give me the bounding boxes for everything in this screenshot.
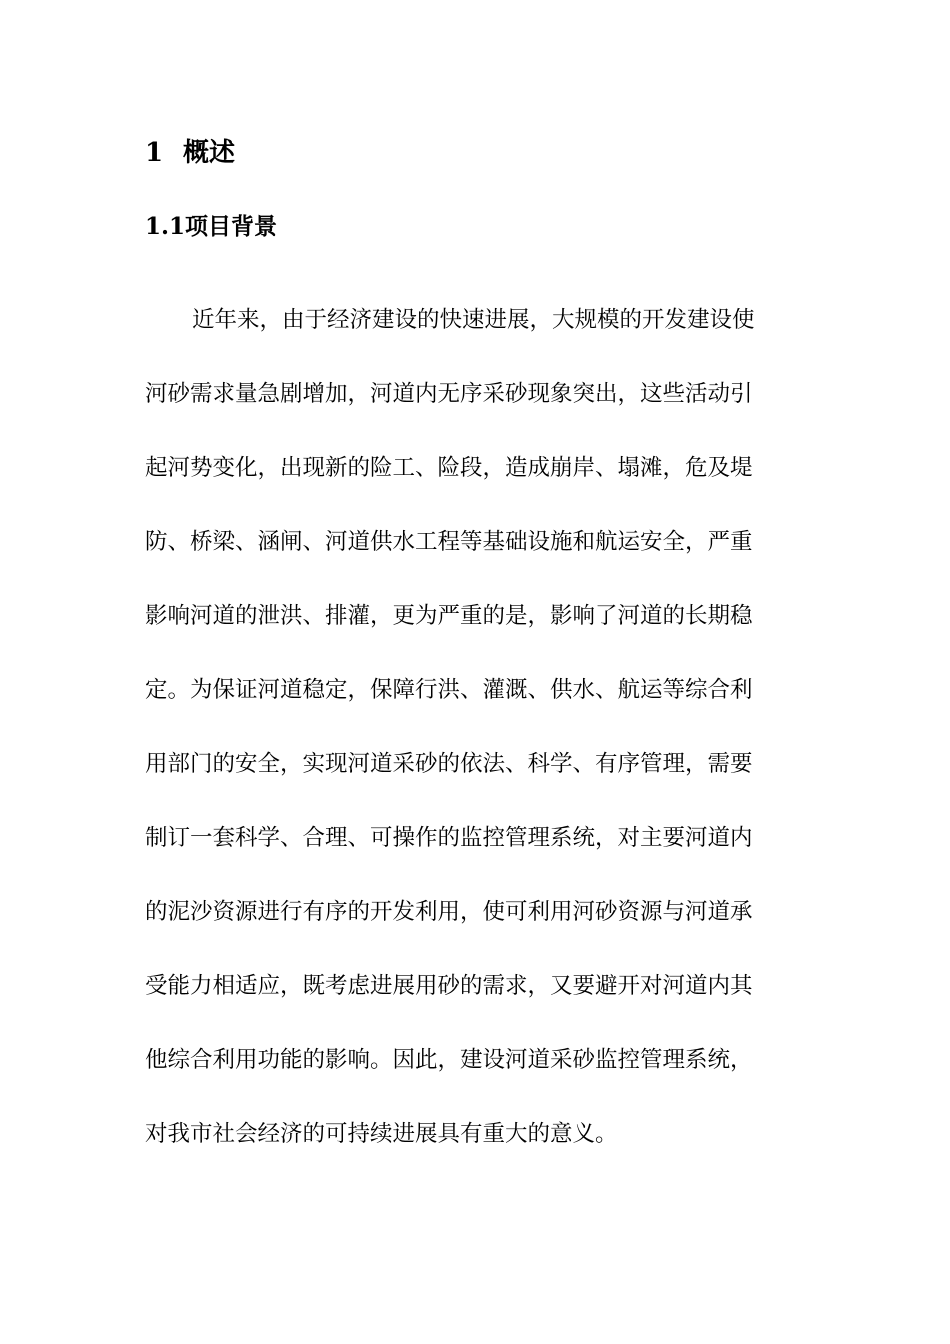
section-title: 概述 [183,138,236,168]
paragraph-line: 对我市社会经济的可持续进展具有重大的意义。 [145,1121,618,1147]
paragraph-line: 受能力相适应，既考虑进展用砂的需求，又要避开对河道内其 [145,973,753,999]
section-heading [145,133,235,173]
paragraph-line: 制订一套科学、合理、可操作的监控管理系统，对主要河道内 [145,825,753,851]
paragraph-line: 的泥沙资源进行有序的开发利用，使可利用河砂资源与河道承 [145,899,753,925]
section-number: 1 [145,138,164,168]
paragraph-line: 他综合利用功能的影响。因此，建设河道采砂监控管理系统， [145,1047,753,1073]
paragraph-line: 河砂需求量急剧增加，河道内无序采砂现象突出，这些活动引 [145,381,753,407]
paragraph-line: 防、桥梁、涵闸、河道供水工程等基础设施和航运安全，严重 [145,529,753,555]
paragraph-line: 近年来，由于经济建设的快速进展，大规模的开发建设使 [192,307,755,333]
subsection-heading: 1.1项目背景 [145,213,278,240]
paragraph-line: 定。为保证河道稳定，保障行洪、灌溉、供水、航运等综合利 [145,677,753,703]
paragraph-line: 起河势变化，出现新的险工、险段，造成崩岸、塌滩，危及堤 [145,455,753,481]
paragraph-line: 用部门的安全，实现河道采砂的依法、科学、有序管理，需要 [145,751,753,777]
paragraph-line: 影响河道的泄洪、排灌，更为严重的是，影响了河道的长期稳 [145,603,753,629]
